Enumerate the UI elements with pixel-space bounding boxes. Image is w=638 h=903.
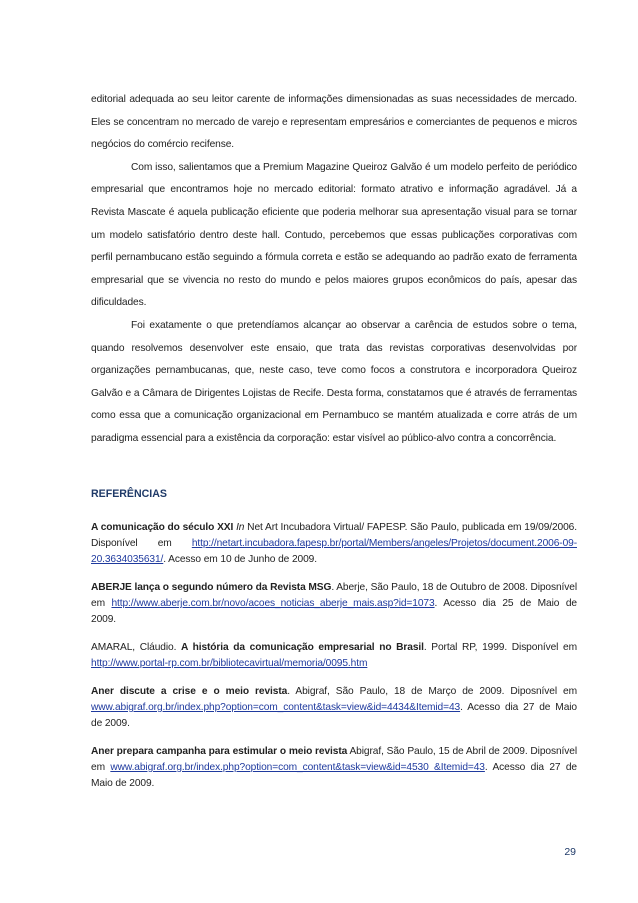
reference-text: . Acesso dia 25 de Maio de 2009. [91,598,577,625]
references-list [91,520,577,804]
reference-text: AMARAL, Cláudio. [91,642,182,653]
reference-link[interactable]: www.abigraf.org.br/index.php?option=com_content&task=view&id=4434&Itemid=43 [91,702,461,713]
reference-text: . Aberje, São Paulo, 18 de Outubro de 2008. Diposnível em [91,582,578,609]
reference-title: A história da comunicação empresarial no Brasil [181,642,424,653]
references-heading: REFERÊNCIAS [91,488,167,500]
reference-title: ABERJE lança o segundo número da Revista MSG [91,582,332,593]
reference-text: Abigraf, São Paulo, 15 de Abril de 2009. Diposnível em [91,746,577,773]
reference-text: . Abigraf, São Paulo, 18 de Março de 2009. Diposnível em [287,686,577,697]
reference-text: . Acesso dia 27 de Maio de 2009. [91,762,577,789]
body-paragraph: Com isso, salientamos que a Premium Magazine Queiroz Galvão é um modelo perfeito de periódico empresarial que encontramos hoje no mercado editorial: formato atrativo e informação agradável. Já a Revista Mascate é aquela publicação eficiente que poderia melhorar sua apresentação visual para se tornar um modelo satisfatório dentro deste hall. Contudo, percebemos que essas publicações corporativas com perfil pernambucano estão seguindo a fórmula correta e estão se adequando ao padrão exato de ferramenta empresarial que se vivencia no resto do mundo e pelos maiores grupos econômicos do país, apesar das dificuldades. [91,161,577,309]
reference-title: Aner prepara campanha para estimular o meio revista [91,746,348,757]
reference-link[interactable]: www.abigraf.org.br/index.php?option=com_content&task=view&id=4530 &Itemid=43 [110,762,485,773]
reference-text: . Acesso dia 27 de Maio de 2009. [91,702,577,729]
reference-entry [91,580,577,628]
reference-entry [91,640,577,672]
body-paragraph: editorial adequada ao seu leitor carente de informações dimensionadas as suas necessidades de mercado. Eles se concentram no mercado de varejo e representam empresários e comerciantes de pequenos e micros negócios do comércio recifense. [91,94,577,151]
body-paragraph: Foi exatamente o que pretendíamos alcançar ao observar a carência de estudos sobre o tema, quando resolvemos desenvolver este ensaio, que trata das revistas corporativas desenvolvidas por organizações pernambucanas, que, neste caso, teve como focos a construtora e incorporadora Queiroz Galvão e a Câmara de Dirigentes Lojistas de Recife. Desta forma, constatamos que é através de ferramentas como essa que a comunicação organizacional em Pernambuco se mantém atualizada e corre atrás de um paradigma essencial para a existência da corporação: estar visível ao público-alvo contra a concorrência. [91,319,577,444]
reference-link[interactable]: http://www.portal-rp.com.br/bibliotecavirtual/memoria/0095.htm [91,658,368,669]
reference-link[interactable]: http://www.aberje.com.br/novo/acoes_noticias_aberje_mais.asp?id=1073 [111,598,435,609]
page-number: 29 [564,846,576,858]
reference-link[interactable]: http://netart.incubadora.fapesp.br/portal/Members/angeles/Projetos/document.2006-09-20.3634035631/ [91,538,577,565]
reference-text: . Acesso em 10 de Junho de 2009. [163,554,317,565]
body-text [91,89,577,451]
reference-text: . Portal RP, 1999. Disponível em [423,642,577,653]
reference-entry [91,520,577,568]
reference-entry [91,684,577,732]
reference-entry [91,744,577,792]
reference-italic: In [236,522,245,533]
reference-title: Aner discute a crise e o meio revista [91,686,288,697]
reference-text: Net Art Incubadora Virtual/ FAPESP. São Paulo, publicada em 19/09/2006. Disponível em [91,522,577,549]
reference-title: A comunicação do século XXI [91,522,234,533]
